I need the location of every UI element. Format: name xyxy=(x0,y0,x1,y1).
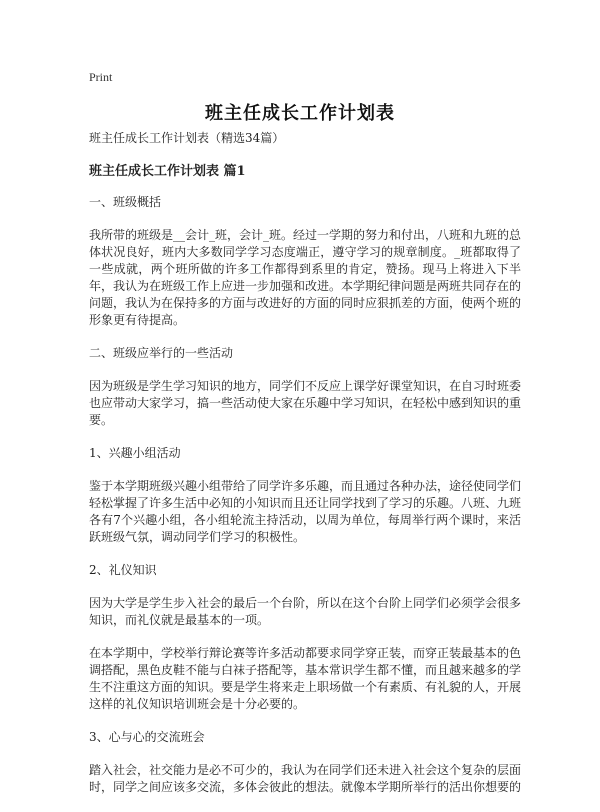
section-title: 班主任成长工作计划表 篇1 xyxy=(89,164,246,179)
document-body xyxy=(89,130,521,812)
paragraph-heart-to-heart: 踏入社会，社交能力是必不可少的，我认为在同学们还未进入社会这个复杂的层面时，同学之间应该多交流，多体会彼此的想法。就像本学期所举行的活出你想要的 xyxy=(89,763,522,794)
heading-class-activities: 二、班级应举行的一些活动 xyxy=(89,346,234,360)
heading-class-overview: 一、班级概括 xyxy=(89,195,162,209)
heading-etiquette: 2、礼仪知识 xyxy=(89,563,157,577)
document-title: 班主任成长工作计划表 xyxy=(205,103,395,124)
heading-heart-to-heart: 3、心与心的交流班会 xyxy=(89,730,205,744)
document-subtitle: 班主任成长工作计划表（精选34篇） xyxy=(89,131,285,145)
paragraph-etiquette-intro: 因为大学是学生步入社会的最后一个台阶，所以在这个台阶上同学们必须学会很多知识，而礼仪就是最基本的一项。 xyxy=(89,596,522,627)
paragraph-interest-groups: 鉴于本学期班级兴趣小组带给了同学许多乐趣，而且通过各种办法，途径使同学们轻松掌握了许多生活中必知的小知识而且还让同学找到了学习的乐趣。八班、九班各有7个兴趣小组，各小组轮流主持活动，以周为单位，每周举行两个课时，来活跃班级气氛，调动同学们学习的积极性。 xyxy=(89,479,522,544)
paragraph-class-activities: 因为班级是学生学习知识的地方，同学们不反应上课学好课堂知识，在自习时班委也应带动大家学习，搞一些活动使大家在乐趣中学习知识，在轻松中感到知识的重要。 xyxy=(89,379,522,427)
heading-interest-groups: 1、兴趣小组活动 xyxy=(89,446,181,460)
print-label: Print xyxy=(89,70,113,84)
paragraph-class-overview: 我所带的班级是__会计_班，会计_班。经过一学期的努力和付出，八班和九班的总体状况良好，班内大多数同学学习态度端正，遵守学习的规章制度。_班都取得了一些成就，两个班所做的许多工作都得到系里的肯定，赞扬。现马上将进入下半年，我认为在班级工作上应进一步加强和改进。本学期纪律问题是两班共同存在的问题，我认为在保持多的方面与改进好的方面的同时应狠抓差的方面，使两个班的形象更有待提高。 xyxy=(89,228,522,327)
paragraph-etiquette-detail: 在本学期中，学校举行辩论赛等许多活动都要求同学穿正装，而穿正装最基本的色调搭配，黑色皮鞋不能与白袜子搭配等，基本常识学生都不懂，而且越来越多的学生不注重这方面的知识。要是学生将来走上职场做一个有素质、有礼貌的人，开展这样的礼仪知识培训班会是十分必要的。 xyxy=(89,646,522,711)
